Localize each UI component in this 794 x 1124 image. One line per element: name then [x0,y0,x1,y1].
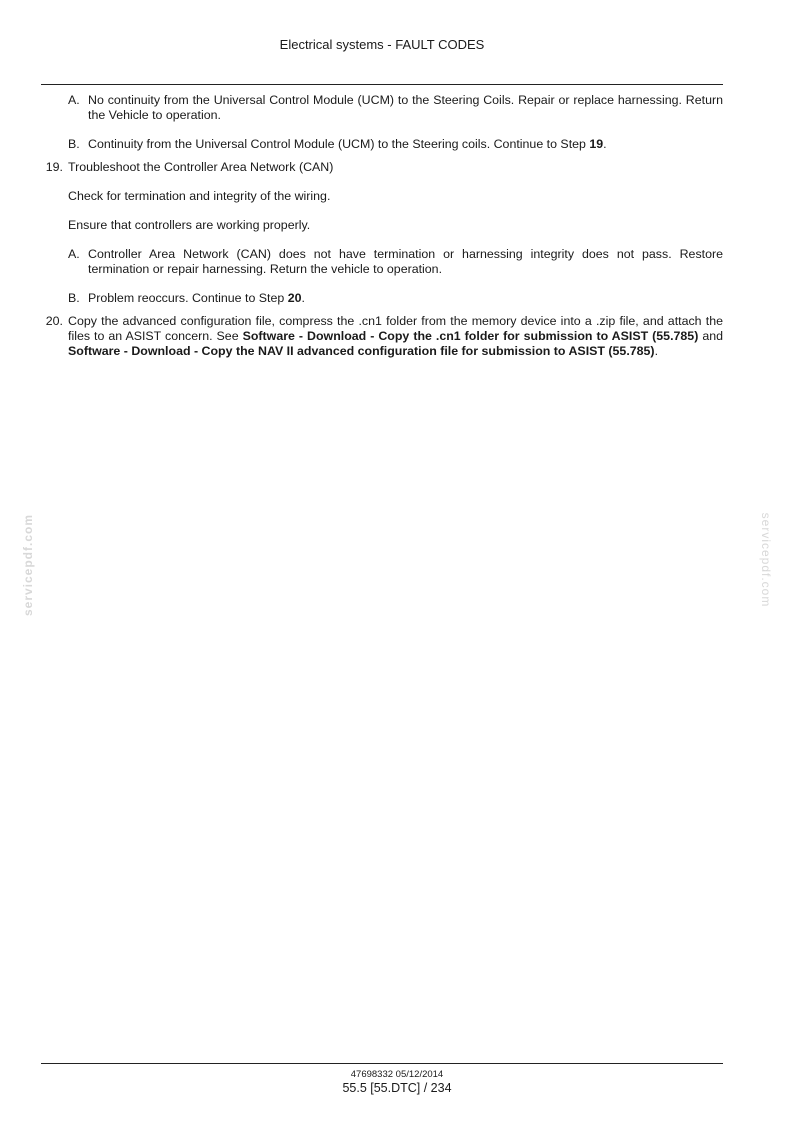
step-19-check: Check for termination and integrity of the wiring. [68,189,331,203]
step-18-substep-b [41,137,723,152]
watermark-left: servicepdf.com [21,513,35,617]
substep-text [88,137,723,152]
step-19-substep-a [41,247,723,277]
substep-text: No continuity from the Universal Control Module (UCM) to the Steering Coils. Repair or replace harnessing. Return the Vehicle to operation. [88,93,723,122]
step-title: Troubleshoot the Controller Area Network (CAN) [68,160,334,174]
watermark-right: servicepdf.com [759,512,773,608]
substep-text: Controller Area Network (CAN) does not have termination or harnessing integrity does not pass. Restore termination or repair harnessing. Return the vehicle to operation. [88,247,723,276]
step-19-substep-b [41,291,723,306]
step-text [68,314,723,359]
step-text-run: Copy the advanced configuration file, compress the .cn1 folder from the memory device into a .zip file, and attach the files to an ASIST concern. See [68,314,723,343]
substep-marker: A. [68,247,80,261]
substep-marker: B. [68,291,80,305]
step-19-ensure: Ensure that controllers are working properly. [68,218,311,232]
step-text-run: and [698,329,723,343]
footer-page-number: 55.5 [55.DTC] / 234 [342,1081,452,1095]
step-20 [41,314,723,359]
substep-text-run: . [603,137,607,151]
substep-text [88,291,723,306]
page-header-title: Electrical systems - FAULT CODES [279,37,485,52]
footer-doc-code: 47698332 05/12/2014 [350,1069,444,1080]
header-divider [41,84,723,85]
cross-reference-link[interactable]: Software - Download - Copy the NAV II advanced configuration file for submission to ASIST (55.785) [68,344,655,358]
document-body [41,93,723,359]
cross-reference-link[interactable]: Software - Download - Copy the .cn1 folder for submission to ASIST (55.785) [242,329,699,343]
substep-marker: B. [68,137,80,151]
step-19 [41,160,723,175]
footer-divider [41,1063,723,1064]
substep-text-run: Continuity from the Universal Control Module (UCM) to the Steering coils. Continue to Step [88,137,590,151]
step-reference: 19 [589,137,604,151]
step-number: 19. [45,160,63,174]
step-reference: 20 [287,291,302,305]
substep-marker: A. [68,93,80,107]
step-18-substep-a [41,93,723,123]
step-text-run: . [654,344,659,358]
step-number: 20. [45,314,63,328]
substep-text-run: Problem reoccurs. Continue to Step [88,291,288,305]
substep-text-run: . [301,291,305,305]
